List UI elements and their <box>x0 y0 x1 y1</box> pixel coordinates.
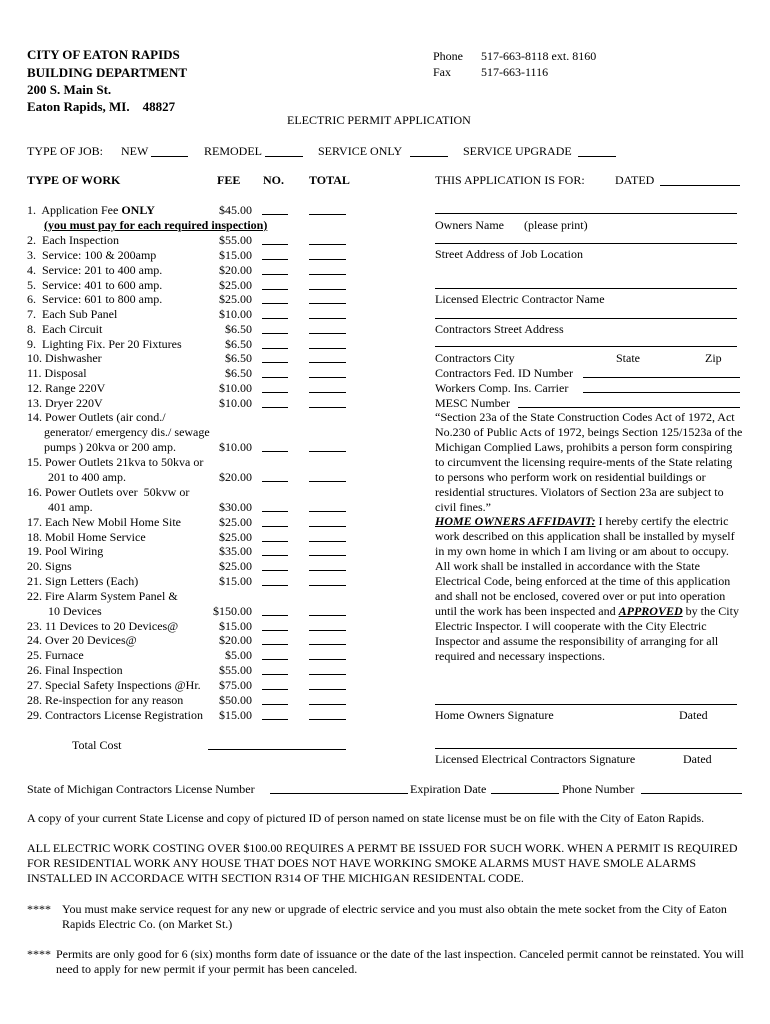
work-item-total-field[interactable] <box>309 244 346 245</box>
work-item-text: 4. Service: 201 to 400 amp. <box>27 263 163 277</box>
work-item-quantity-field[interactable] <box>262 407 288 408</box>
work-item-label <box>44 425 210 439</box>
home-owners-sig-line[interactable] <box>435 704 737 705</box>
work-item-total-field[interactable] <box>309 318 346 319</box>
work-item-label <box>27 559 72 573</box>
contractor-sig-label: Licensed Electrical Contractors Signature <box>435 752 636 766</box>
work-item-text: generator/ emergency dis./ sewage <box>44 425 210 439</box>
work-item-total-field[interactable] <box>309 303 346 304</box>
work-item-text: 19. Pool Wiring <box>27 544 104 558</box>
phone-value: 517-663-8118 ext. 8160 <box>481 49 597 63</box>
affidavit-title: HOME OWNERS AFFIDAVIT: <box>435 514 596 528</box>
work-item-fee: $25.00 <box>219 515 252 529</box>
work-item-label <box>27 693 183 707</box>
work-item-text: 15. Power Outlets 21kva to 50kva or <box>27 455 204 469</box>
work-item-label <box>27 381 105 395</box>
caps-requirement-note: ALL ELECTRIC WORK COSTING OVER $100.00 REQUIRES A PERMT BE ISSUED FOR SUCH WORK. WHEN A PERMIT IS REQUIRED FOR RESIDENTIAL WORK ANY HOUSE THAT DOES NOT HAVE WORKING SMOKE ALARMS MUST HAVE SMOLE ALARMS INSTALLED IN ACCORDACE WITH SECTION R314 OF THE MICHIGAN RESIDENTAL CODE. <box>27 841 738 885</box>
owners-name-label: Owners Name <box>435 218 504 232</box>
work-item-text: 401 amp. <box>48 500 93 514</box>
work-item-label <box>27 544 103 558</box>
work-item-text: 24. Over 20 Devices@ <box>27 633 137 647</box>
work-item-fee: $10.00 <box>219 440 252 454</box>
work-item-text: 25. Furnace <box>27 648 84 662</box>
license-number-field[interactable] <box>270 793 408 794</box>
work-item-quantity-field[interactable] <box>262 585 288 586</box>
total-cost-field[interactable] <box>208 749 346 750</box>
note2-marker: **** <box>27 947 51 961</box>
work-item-total-field[interactable] <box>309 615 346 616</box>
work-item-total-field[interactable] <box>309 704 346 705</box>
work-item-quantity-field[interactable] <box>262 630 288 631</box>
work-item-text: 5. Service: 401 to 600 amp. <box>27 278 163 292</box>
work-item-fee: $20.00 <box>219 470 252 484</box>
work-item-fee: $6.50 <box>225 322 252 336</box>
work-item-label <box>27 292 162 306</box>
work-item-label <box>27 203 155 217</box>
job-type-label: TYPE OF JOB: <box>27 144 104 158</box>
work-item-quantity-field[interactable] <box>262 244 288 245</box>
phone-number-label: Phone Number <box>562 782 635 796</box>
work-item-fee: $20.00 <box>219 633 252 647</box>
fed-id-label: Contractors Fed. ID Number <box>435 366 573 380</box>
col-total: TOTAL <box>309 173 350 187</box>
affidavit-text-2: by the City Electric Inspector. I will cooperate with the City Electric Inspector and assume the responsibility of arranging for all required and necessary inspections. <box>435 604 739 663</box>
job-service-upgrade-field[interactable] <box>578 156 616 157</box>
work-item-fee: $15.00 <box>219 708 252 722</box>
fax-label: Fax <box>433 65 451 79</box>
work-item-label <box>48 500 93 514</box>
work-item-fee: $10.00 <box>219 307 252 321</box>
phone-number-field[interactable] <box>641 793 742 794</box>
contractor-sig-line[interactable] <box>435 748 737 749</box>
work-item-quantity-field[interactable] <box>262 318 288 319</box>
work-item-total-field[interactable] <box>309 555 346 556</box>
work-item-text: 18. Mobil Home Service <box>27 530 146 544</box>
work-item-quantity-field[interactable] <box>262 659 288 660</box>
work-item-fee: $15.00 <box>219 248 252 262</box>
job-service-only-field[interactable] <box>410 156 448 157</box>
home-owners-affidavit <box>435 514 743 664</box>
contractor-name-line[interactable] <box>435 288 737 289</box>
work-item-label <box>27 366 87 380</box>
work-item-fee: $75.00 <box>219 678 252 692</box>
work-item-label <box>27 663 123 677</box>
work-item-quantity-field[interactable] <box>262 570 288 571</box>
work-item-quantity-field[interactable] <box>262 451 288 452</box>
work-item-label <box>27 633 137 647</box>
work-item-total-field[interactable] <box>309 644 346 645</box>
job-remodel-field[interactable] <box>265 156 303 157</box>
work-item-total-field[interactable] <box>309 630 346 631</box>
owners-name-line[interactable] <box>435 213 737 214</box>
work-item-text: 29. Contractors License Registration <box>27 708 203 722</box>
work-item-total-field[interactable] <box>309 289 346 290</box>
work-item-fee: $6.50 <box>225 366 252 380</box>
contractor-dated-label: Dated <box>683 752 712 766</box>
fax-value: 517-663-1116 <box>481 65 549 79</box>
state-label: State <box>616 351 640 365</box>
work-item-text: 6. Service: 601 to 800 amp. <box>27 292 163 306</box>
col-type-of-work: TYPE OF WORK <box>27 173 121 187</box>
expiration-date-field[interactable] <box>491 793 559 794</box>
work-item-quantity-field[interactable] <box>262 348 288 349</box>
work-item-label <box>27 337 182 351</box>
work-item-emphasis: ONLY <box>121 203 155 217</box>
work-item-fee: $5.00 <box>225 648 252 662</box>
work-item-text: 20. Signs <box>27 559 72 573</box>
work-item-total-field[interactable] <box>309 719 346 720</box>
work-item-quantity-field[interactable] <box>262 541 288 542</box>
expiration-date-label: Expiration Date <box>410 782 487 796</box>
fed-id-field[interactable] <box>583 377 740 378</box>
work-item-label <box>44 440 176 454</box>
work-item-fee: $50.00 <box>219 693 252 707</box>
work-item-fee: $10.00 <box>219 396 252 410</box>
form-title: ELECTRIC PERMIT APPLICATION <box>287 113 471 127</box>
work-item-quantity-field[interactable] <box>262 555 288 556</box>
work-item-label <box>27 589 178 603</box>
job-remodel-label: REMODEL <box>204 144 262 158</box>
work-item-fee: $20.00 <box>219 263 252 277</box>
work-item-quantity-field[interactable] <box>262 481 288 482</box>
job-service-upgrade-label: SERVICE UPGRADE <box>463 144 572 158</box>
contractor-city-label: Contractors City <box>435 351 515 365</box>
work-item-label <box>27 619 178 633</box>
work-item-quantity-field[interactable] <box>262 689 288 690</box>
work-item-fee: $30.00 <box>219 500 252 514</box>
work-item-quantity-field[interactable] <box>262 333 288 334</box>
work-item-text: 9. Lighting Fix. Per 20 Fixtures <box>27 337 182 351</box>
workers-comp-label: Workers Comp. Ins. Carrier <box>435 381 569 395</box>
mesc-field[interactable] <box>518 407 740 408</box>
work-item-fee: $55.00 <box>219 663 252 677</box>
work-item-fee: $25.00 <box>219 292 252 306</box>
work-item-fee: $150.00 <box>213 604 252 618</box>
work-item-text: pumps ) 20kva or 200 amp. <box>44 440 176 454</box>
work-item-fee: $15.00 <box>219 574 252 588</box>
work-item-label <box>27 485 189 499</box>
work-item-text: 16. Power Outlets over 50kvw or <box>27 485 190 499</box>
work-item-text: 27. Special Safety Inspections @Hr. <box>27 678 201 692</box>
street-address-line[interactable] <box>435 243 737 244</box>
work-item-label <box>27 322 102 336</box>
work-item-total-field[interactable] <box>309 451 346 452</box>
work-item-total-field[interactable] <box>309 407 346 408</box>
affidavit-text: I hereby certify the electric work described on this application shall be installed by myself in my own home in which I am living or am about to occupy. All work shall be installed in accordance with the State Electrical Code, being enforced at the time of this application and shall not be enclosed, covered over or put into operation until the work has been inspected and <box>435 514 735 618</box>
work-item-text: 201 to 400 amp. <box>48 470 126 484</box>
approved-text: APPROVED <box>618 604 683 618</box>
work-item-fee: $35.00 <box>219 544 252 558</box>
work-item-text: 17. Each New Mobil Home Site <box>27 515 181 529</box>
work-item-quantity-field[interactable] <box>262 615 288 616</box>
job-new-field[interactable] <box>151 156 188 157</box>
work-item-label <box>27 574 138 588</box>
please-print-label: (please print) <box>524 218 588 232</box>
work-item-quantity-field[interactable] <box>262 704 288 705</box>
phone-label: Phone <box>433 49 463 63</box>
work-item-text: 2. Each Inspection <box>27 233 119 247</box>
work-item-label <box>27 678 201 692</box>
work-item-quantity-field[interactable] <box>262 274 288 275</box>
work-item-label <box>48 470 126 484</box>
license-copy-note: A copy of your current State License and copy of pictured ID of person named on state license must be on file with the City of Eaton Rapids. <box>27 811 705 825</box>
col-no: NO. <box>263 173 284 187</box>
job-service-only-label: SERVICE ONLY <box>318 144 403 158</box>
city-name: CITY OF EATON RAPIDS <box>27 47 180 62</box>
work-item-total-field[interactable] <box>309 659 346 660</box>
work-item-total-field[interactable] <box>309 541 346 542</box>
work-item-text: 8. Each Circuit <box>27 322 103 336</box>
work-item-label <box>27 263 162 277</box>
work-item-fee: $25.00 <box>219 530 252 544</box>
work-item-fee: $15.00 <box>219 619 252 633</box>
work-item-fee: $10.00 <box>219 381 252 395</box>
col-fee: FEE <box>217 173 241 187</box>
work-item-text: 23. 11 Devices to 20 Devices@ <box>27 619 179 633</box>
work-item-total-field[interactable] <box>309 689 346 690</box>
workers-comp-field[interactable] <box>583 392 740 393</box>
dated-label: DATED <box>615 173 655 187</box>
note1-marker: **** <box>27 902 51 916</box>
work-item-text: 13. Dryer 220V <box>27 396 103 410</box>
work-item-text: 3. Service: 100 & 200amp <box>27 248 157 262</box>
work-item-text: 10 Devices <box>48 604 102 618</box>
work-item-quantity-field[interactable] <box>262 259 288 260</box>
work-item-total-field[interactable] <box>309 481 346 482</box>
work-item-quantity-field[interactable] <box>262 214 288 215</box>
work-item-quantity-field[interactable] <box>262 511 288 512</box>
work-item-text: 14. Power Outlets (air cond./ <box>27 410 166 424</box>
work-item-label <box>27 233 119 247</box>
job-new-label: NEW <box>121 144 149 158</box>
work-item-label <box>27 455 203 469</box>
work-item-label <box>27 248 156 262</box>
work-item-label <box>48 604 102 618</box>
work-item-label <box>27 530 146 544</box>
work-item-text: 10. Dishwasher <box>27 351 102 365</box>
work-item-fee: $6.50 <box>225 351 252 365</box>
city-state-zip: Eaton Rapids, MI. 48827 <box>27 99 176 114</box>
work-item-fee: $55.00 <box>219 233 252 247</box>
work-item-total-field[interactable] <box>309 511 346 512</box>
work-item-label <box>27 278 162 292</box>
work-item-quantity-field[interactable] <box>262 674 288 675</box>
work-item-fee: $6.50 <box>225 337 252 351</box>
work-item-total-field[interactable] <box>309 348 346 349</box>
work-item-text: 22. Fire Alarm System Panel & <box>27 589 178 603</box>
work-item-text: 21. Sign Letters (Each) <box>27 574 139 588</box>
work-item-quantity-field[interactable] <box>262 289 288 290</box>
work-item-total-field[interactable] <box>309 526 346 527</box>
license-number-label: State of Michigan Contractors License Number <box>27 782 255 796</box>
work-item-total-field[interactable] <box>309 274 346 275</box>
work-item-label <box>27 396 103 410</box>
work-item-label <box>27 351 102 365</box>
work-item-text: 7. Each Sub Panel <box>27 307 118 321</box>
street-address: 200 S. Main St. <box>27 82 112 97</box>
work-item-quantity-field[interactable] <box>262 362 288 363</box>
home-owners-sig-label: Home Owners Signature <box>435 708 554 722</box>
zip-label: Zip <box>705 351 722 365</box>
work-item-text: 12. Range 220V <box>27 381 106 395</box>
work-item-total-field[interactable] <box>309 585 346 586</box>
section-23a-text: “Section 23a of the State Construction Codes Act of 1972, Act No.230 of Public Acts of 1972, beings Section 125/1523a of the Michigan Complied Laws, prohibits a person form conspiring to circumvent the licensing require-ments of the State relating to persons who perform work on residential buildings or residential structures. Violators of Section 23a are subject to civil fines.” <box>435 410 743 514</box>
work-item-fee: $25.00 <box>219 559 252 573</box>
work-item-total-field[interactable] <box>309 377 346 378</box>
work-item-quantity-field[interactable] <box>262 644 288 645</box>
dated-field[interactable] <box>660 185 740 186</box>
work-item-quantity-field[interactable] <box>262 377 288 378</box>
contractor-street-label: Contractors Street Address <box>435 322 564 336</box>
work-item-total-field[interactable] <box>309 214 346 215</box>
work-item-label <box>27 648 84 662</box>
row1-note: (you must pay for each required inspection) <box>44 218 268 232</box>
work-item-text: 11. Disposal <box>27 366 87 380</box>
mesc-label: MESC Number <box>435 396 510 410</box>
work-item-total-field[interactable] <box>309 392 346 393</box>
work-item-total-field[interactable] <box>309 570 346 571</box>
note1-text: You must make service request for any new or upgrade of electric service and you must also obtain the mete socket from the City of Eaton Rapids Electric Co. (on Market St.) <box>62 902 727 931</box>
work-item-quantity-field[interactable] <box>262 719 288 720</box>
work-item-quantity-field[interactable] <box>262 303 288 304</box>
app-for-label: THIS APPLICATION IS FOR: <box>435 173 585 187</box>
note2-text: Permits are only good for 6 (six) months form date of issuance or the date of the last inspection. Canceled permit cannot be reinstated. You will need to apply for new permit if your permit has been canceled. <box>56 947 744 976</box>
work-item-quantity-field[interactable] <box>262 392 288 393</box>
work-item-text: 1. Application Fee <box>27 203 122 217</box>
work-item-total-field[interactable] <box>309 259 346 260</box>
contractor-city-line[interactable] <box>435 346 737 347</box>
street-address-label: Street Address of Job Location <box>435 247 583 261</box>
work-item-text: 26. Final Inspection <box>27 663 123 677</box>
home-owners-dated-label: Dated <box>679 708 708 722</box>
contractor-name-label: Licensed Electric Contractor Name <box>435 292 605 306</box>
work-item-label <box>27 515 181 529</box>
contractor-street-line[interactable] <box>435 318 737 319</box>
work-item-total-field[interactable] <box>309 362 346 363</box>
work-item-total-field[interactable] <box>309 333 346 334</box>
work-item-text: 28. Re-inspection for any reason <box>27 693 184 707</box>
work-item-label <box>27 410 166 424</box>
total-cost-label: Total Cost <box>72 738 122 752</box>
work-item-fee: $25.00 <box>219 278 252 292</box>
work-item-label <box>27 307 117 321</box>
work-item-label <box>27 708 203 722</box>
work-item-fee: $45.00 <box>219 203 252 217</box>
work-item-total-field[interactable] <box>309 674 346 675</box>
work-item-quantity-field[interactable] <box>262 526 288 527</box>
department-name: BUILDING DEPARTMENT <box>27 65 188 80</box>
